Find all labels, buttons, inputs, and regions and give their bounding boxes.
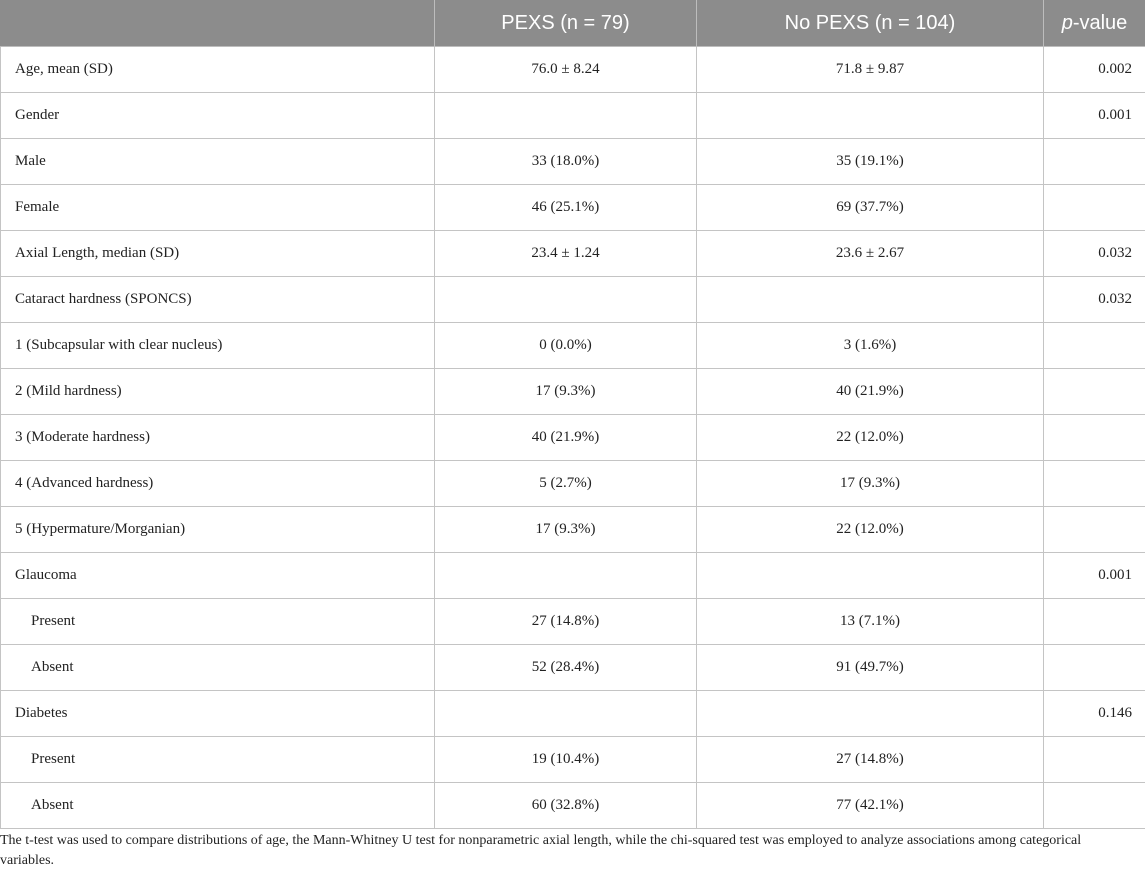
row-p-value: 0.002 xyxy=(1044,47,1145,93)
row-pexs-value xyxy=(435,93,697,139)
row-label: 5 (Hypermature/Morganian) xyxy=(1,507,435,553)
row-pexs-value: 23.4 ± 1.24 xyxy=(435,231,697,277)
row-p-value xyxy=(1044,737,1145,783)
row-pexs-value: 5 (2.7%) xyxy=(435,461,697,507)
row-label: 3 (Moderate hardness) xyxy=(1,415,435,461)
row-label: Absent xyxy=(1,783,435,829)
row-no-pexs-value: 27 (14.8%) xyxy=(697,737,1044,783)
row-p-value xyxy=(1044,185,1145,231)
row-no-pexs-value xyxy=(697,277,1044,323)
row-no-pexs-value xyxy=(697,93,1044,139)
row-p-value: 0.032 xyxy=(1044,231,1145,277)
table-row xyxy=(1,277,1145,323)
table-row xyxy=(1,369,1145,415)
row-no-pexs-value: 77 (42.1%) xyxy=(697,783,1044,829)
table-row xyxy=(1,507,1145,553)
table-body xyxy=(1,47,1145,829)
row-p-value xyxy=(1044,415,1145,461)
table-row xyxy=(1,47,1145,93)
table-row xyxy=(1,415,1145,461)
row-no-pexs-value: 40 (21.9%) xyxy=(697,369,1044,415)
row-pexs-value xyxy=(435,553,697,599)
row-no-pexs-value: 71.8 ± 9.87 xyxy=(697,47,1044,93)
row-label: Present xyxy=(1,737,435,783)
row-pexs-value: 17 (9.3%) xyxy=(435,369,697,415)
table-header xyxy=(1,1,1145,47)
row-p-value xyxy=(1044,369,1145,415)
row-no-pexs-value: 22 (12.0%) xyxy=(697,415,1044,461)
row-pexs-value xyxy=(435,691,697,737)
row-no-pexs-value xyxy=(697,691,1044,737)
row-pexs-value: 40 (21.9%) xyxy=(435,415,697,461)
row-no-pexs-value: 17 (9.3%) xyxy=(697,461,1044,507)
row-label: Axial Length, median (SD) xyxy=(1,231,435,277)
row-no-pexs-value: 91 (49.7%) xyxy=(697,645,1044,691)
header-pexs: PEXS (n = 79) xyxy=(435,1,697,47)
row-label: 1 (Subcapsular with clear nucleus) xyxy=(1,323,435,369)
row-pexs-value xyxy=(435,277,697,323)
row-p-value xyxy=(1044,461,1145,507)
row-p-value xyxy=(1044,599,1145,645)
row-pexs-value: 33 (18.0%) xyxy=(435,139,697,185)
row-pexs-value: 52 (28.4%) xyxy=(435,645,697,691)
row-label: 4 (Advanced hardness) xyxy=(1,461,435,507)
header-p-rest: -value xyxy=(1073,12,1127,34)
row-label: Age, mean (SD) xyxy=(1,47,435,93)
row-p-value xyxy=(1044,507,1145,553)
row-p-value xyxy=(1044,645,1145,691)
row-label: Present xyxy=(1,599,435,645)
row-p-value: 0.001 xyxy=(1044,93,1145,139)
table-row xyxy=(1,461,1145,507)
row-label: Glaucoma xyxy=(1,553,435,599)
row-pexs-value: 76.0 ± 8.24 xyxy=(435,47,697,93)
row-pexs-value: 0 (0.0%) xyxy=(435,323,697,369)
table-row xyxy=(1,323,1145,369)
row-label: Absent xyxy=(1,645,435,691)
table-row xyxy=(1,93,1145,139)
table-row xyxy=(1,737,1145,783)
row-pexs-value: 27 (14.8%) xyxy=(435,599,697,645)
table-row xyxy=(1,599,1145,645)
header-variable xyxy=(1,1,435,47)
table-row xyxy=(1,645,1145,691)
row-no-pexs-value: 3 (1.6%) xyxy=(697,323,1044,369)
table-row xyxy=(1,139,1145,185)
row-label: Gender xyxy=(1,93,435,139)
row-no-pexs-value: 23.6 ± 2.67 xyxy=(697,231,1044,277)
row-label: Diabetes xyxy=(1,691,435,737)
row-no-pexs-value: 13 (7.1%) xyxy=(697,599,1044,645)
row-label: Female xyxy=(1,185,435,231)
table-footnote: The t-test was used to compare distributions of age, the Mann-Whitney U test for nonparametric axial length, while the chi-squared test was employed to analyze associations among categorical variables. xyxy=(0,831,1120,871)
table-row xyxy=(1,185,1145,231)
row-no-pexs-value: 69 (37.7%) xyxy=(697,185,1044,231)
header-row xyxy=(1,1,1145,47)
row-label: 2 (Mild hardness) xyxy=(1,369,435,415)
table-row xyxy=(1,691,1145,737)
row-p-value: 0.001 xyxy=(1044,553,1145,599)
row-p-value xyxy=(1044,783,1145,829)
row-p-value: 0.146 xyxy=(1044,691,1145,737)
table-row xyxy=(1,783,1145,829)
table-row xyxy=(1,553,1145,599)
header-p-italic: p xyxy=(1062,12,1073,34)
row-label: Male xyxy=(1,139,435,185)
row-no-pexs-value: 35 (19.1%) xyxy=(697,139,1044,185)
table-row xyxy=(1,231,1145,277)
row-label: Cataract hardness (SPONCS) xyxy=(1,277,435,323)
row-no-pexs-value xyxy=(697,553,1044,599)
row-pexs-value: 46 (25.1%) xyxy=(435,185,697,231)
header-no-pexs: No PEXS (n = 104) xyxy=(697,1,1044,47)
row-pexs-value: 17 (9.3%) xyxy=(435,507,697,553)
row-pexs-value: 60 (32.8%) xyxy=(435,783,697,829)
row-pexs-value: 19 (10.4%) xyxy=(435,737,697,783)
row-p-value xyxy=(1044,323,1145,369)
row-p-value xyxy=(1044,139,1145,185)
row-no-pexs-value: 22 (12.0%) xyxy=(697,507,1044,553)
row-p-value: 0.032 xyxy=(1044,277,1145,323)
header-p-value xyxy=(1044,1,1145,47)
